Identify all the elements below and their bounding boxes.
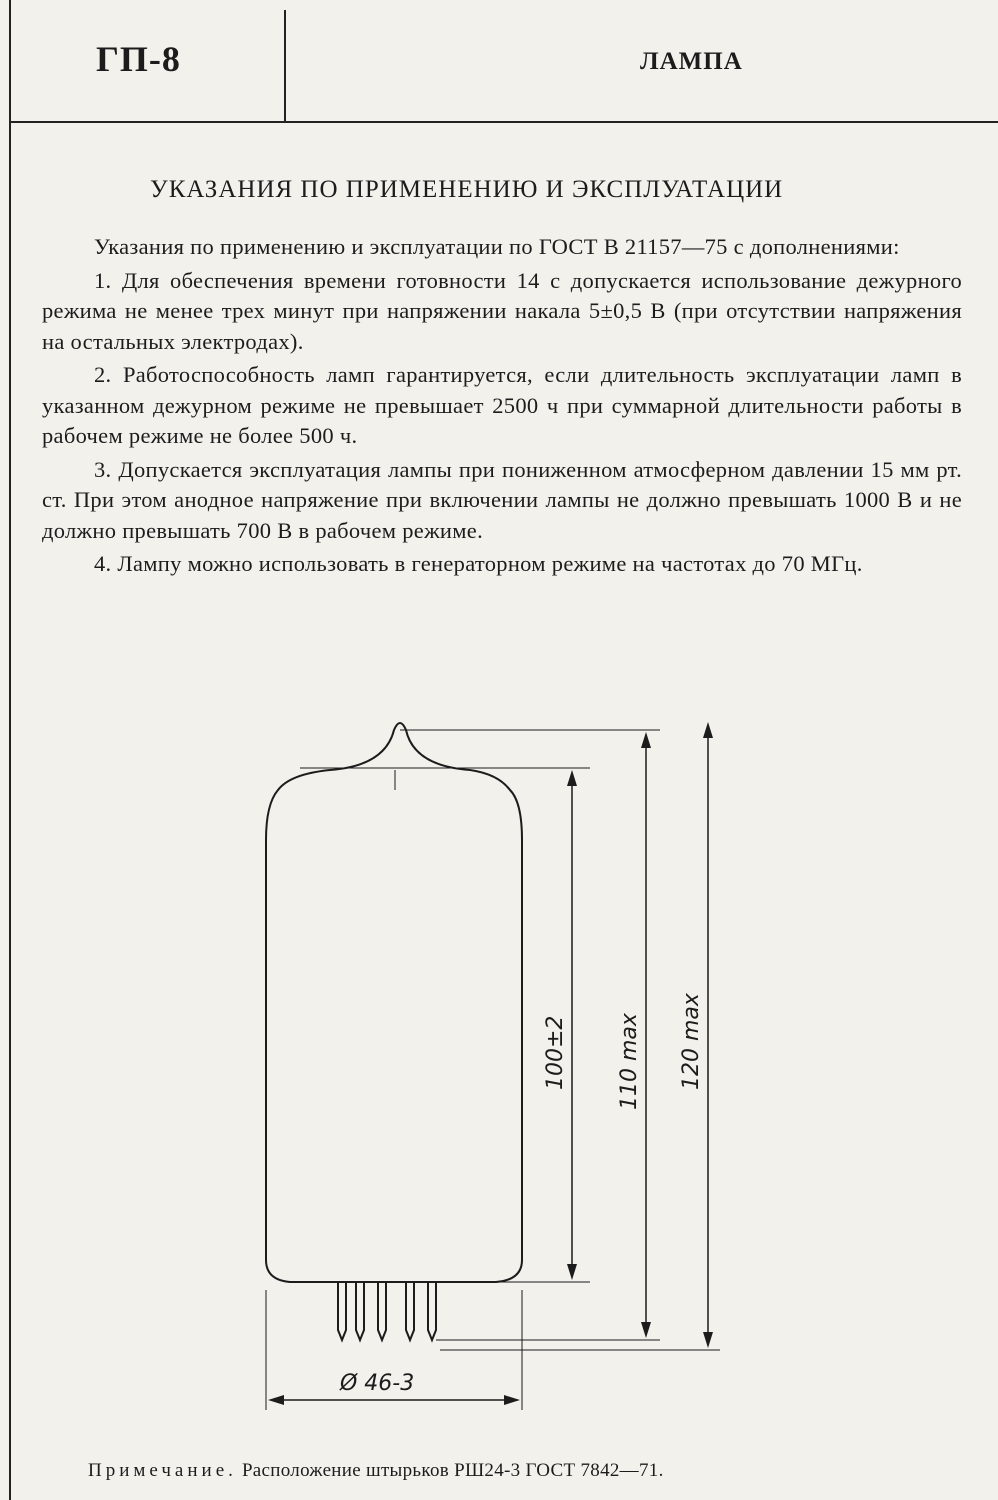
footnote-label: Примечание. [88, 1460, 237, 1481]
header-divider [284, 10, 286, 122]
instructions-text [42, 232, 962, 583]
paragraph-1: 1. Для обеспечения времени готовности 14 с допускается использование дежурного режима не менее трех минут при напряжении накала 5±0,5 В (при отсутствии напряжения на остальных электродах). [42, 267, 962, 354]
footnote-text: Расположение штырьков РШ24-3 ГОСТ 7842—71. [236, 1460, 664, 1481]
dim-label-120: 120 max [679, 993, 704, 1090]
section-title: УКАЗАНИЯ ПО ПРИМЕНЕНИЮ И ЭКСПЛУАТАЦИИ [150, 176, 784, 203]
paragraph-3: 3. Допускается эксплуатация лампы при пониженном атмосферном давлении 15 мм рт. ст. При этом анодное напряжение при включении лампы не должно превышать 1000 В и не должно превышать 700 В в рабочем режиме. [42, 456, 962, 543]
header-rule [9, 121, 998, 123]
dim-label-100: 100±2 [543, 1015, 568, 1090]
device-kind: ЛАМПА [640, 48, 743, 75]
lamp-outline-drawing [0, 690, 998, 1450]
dim-label-diameter: Ø 46-3 [340, 1371, 415, 1396]
lamp-bulb [266, 770, 522, 1282]
paragraph-2: 2. Работоспособность ламп гарантируется, если длительность эксплуатации ламп в указанном дежурном режиме не превышает 2500 ч при суммарной длительности работы в рабочем режиме не более 500 ч. [42, 362, 962, 448]
lamp-pins [338, 1282, 436, 1340]
device-code: ГП-8 [96, 39, 181, 79]
paragraph-intro: Указания по применению и эксплуатации по ГОСТ В 21157—75 с дополнениями: [94, 234, 900, 259]
paragraph-4: 4. Лампу можно использовать в генераторном режиме на частотах до 70 МГц. [94, 551, 863, 576]
footnote [88, 1460, 664, 1482]
dim-label-110: 110 max [617, 1013, 642, 1110]
